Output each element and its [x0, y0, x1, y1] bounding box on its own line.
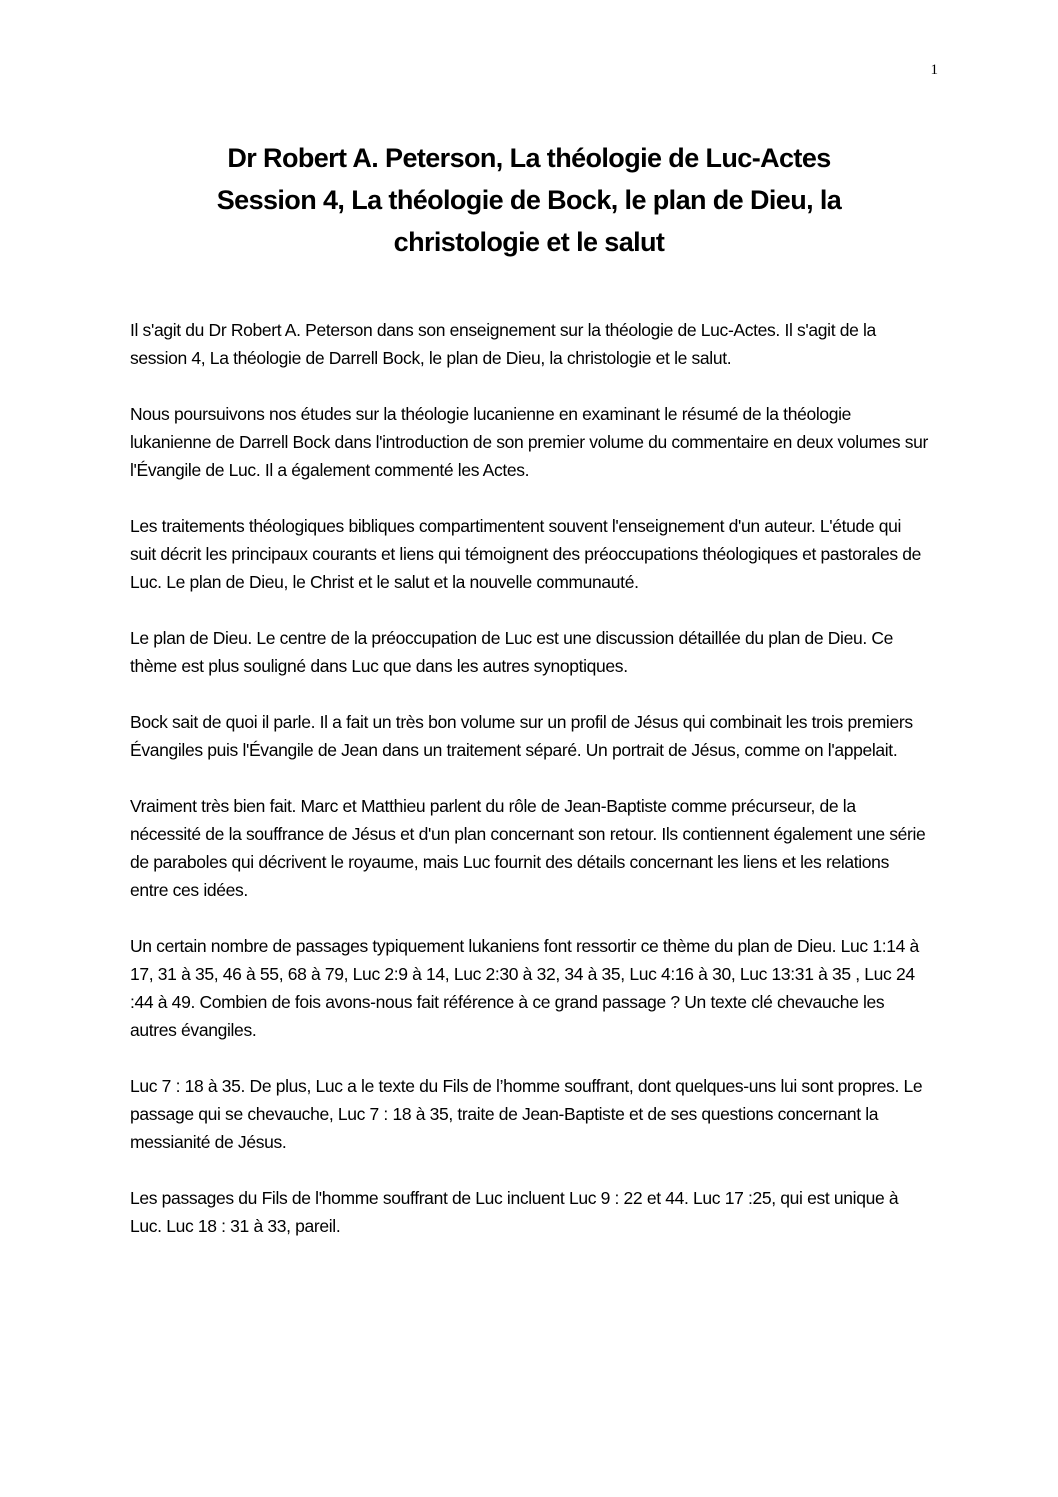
- document-title-line-1: Dr Robert A. Peterson, La théologie de Luc-Actes: [227, 143, 831, 173]
- paragraph-bock-summary: Nous poursuivons nos études sur la théologie lucanienne en examinant le résumé de la théologie lukanienne de Darrell Bock dans l'introduction de son premier volume du commentaire en deux volumes sur l'Évangile de Luc. Il a également commenté les Actes.: [130, 404, 929, 480]
- paragraph-luke-7: Luc 7 : 18 à 35. De plus, Luc a le texte du Fils de l’homme souffrant, dont quelques-uns lui sont propres. Le passage qui se chevauche, Luc 7 : 18 à 35, traite de Jean-Baptiste et de ses questions concernant la messianité de Jésus.: [130, 1076, 923, 1152]
- paragraph-mark-matthew: Vraiment très bien fait. Marc et Matthieu parlent du rôle de Jean-Baptiste comme précurseur, de la nécessité de la souffrance de Jésus et d'un plan concernant son retour. Ils contiennent également une série de paraboles qui décrivent le royaume, mais Luc fournit des détails concernant les liens et les relations entre ces idées.: [130, 796, 926, 900]
- paragraph-theological-treatments: Les traitements théologiques bibliques compartimentent souvent l'enseignement d'un auteur. L'étude qui suit décrit les principaux courants et liens qui témoignent des préoccupations théologiques et pastorales de Luc. Le plan de Dieu, le Christ et le salut et la nouvelle communauté.: [130, 516, 922, 592]
- page-number: 1: [930, 62, 938, 78]
- document-title-line-3: christologie et le salut: [393, 227, 665, 257]
- paragraph-intro: Il s'agit du Dr Robert A. Peterson dans son enseignement sur la théologie de Luc-Actes. Il s'agit de la session 4, La théologie de Darrell Bock, le plan de Dieu, la christologie et le salut.: [130, 320, 876, 368]
- document-body: [130, 316, 930, 1268]
- paragraph-bock-expertise: Bock sait de quoi il parle. Il a fait un très bon volume sur un profil de Jésus qui combinait les trois premiers Évangiles puis l'Évangile de Jean dans un traitement séparé. Un portrait de Jésus, comme on l'appelait.: [130, 712, 913, 760]
- document-title: [110, 137, 948, 263]
- document-title-line-2: Session 4, La théologie de Bock, le plan de Dieu, la: [216, 185, 842, 215]
- paragraph-plan-of-god: Le plan de Dieu. Le centre de la préoccupation de Luc est une discussion détaillée du plan de Dieu. Ce thème est plus souligné dans Luc que dans les autres synoptiques.: [130, 628, 894, 676]
- paragraph-lukan-passages: Un certain nombre de passages typiquement lukaniens font ressortir ce thème du plan de Dieu. Luc 1:14 à 17, 31 à 35, 46 à 55, 68 à 79, Luc 2:9 à 14, Luc 2:30 à 32, 34 à 35, Luc 4:16 à 30, Luc 13:31 à 35 , Luc 24 :44 à 49. Combien de fois avons-nous fait référence à ce grand passage ? Un texte clé chevauche les autres évangiles.: [130, 936, 919, 1040]
- paragraph-suffering-son-of-man: Les passages du Fils de l'homme souffrant de Luc incluent Luc 9 : 22 et 44. Luc 17 :25, qui est unique à Luc. Luc 18 : 31 à 33, pareil.: [130, 1188, 899, 1236]
